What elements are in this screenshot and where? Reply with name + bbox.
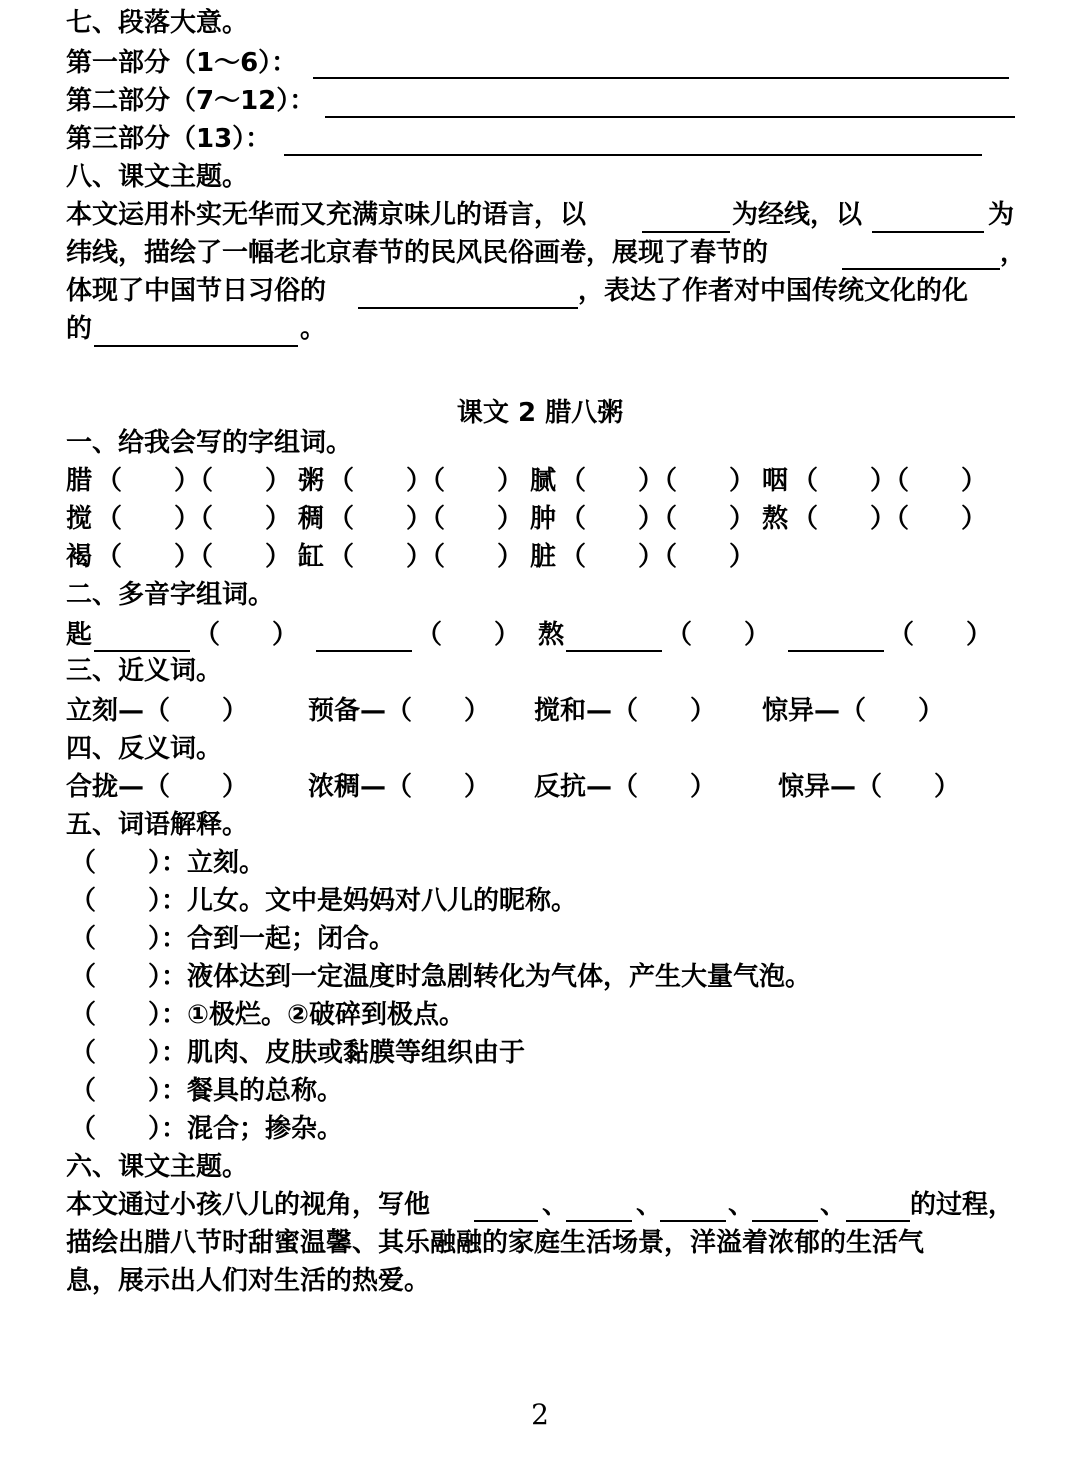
s6-blank-4[interactable] <box>752 1220 818 1222</box>
theme-line1-b: 为经线，以 <box>732 200 863 230</box>
s6-heading: 六、课文主题。 <box>66 1152 249 1182</box>
paren-pair: （ ）（ ） <box>96 466 292 496</box>
part3-label: 第三部分（13）： <box>66 124 272 154</box>
s6-line3: 息，展示出人们对生活的热爱。 <box>66 1266 431 1296</box>
antonym-item: 浓稠—（ ） <box>308 772 491 802</box>
theme-blank-5[interactable] <box>94 345 298 347</box>
polyphone-paren-4: （ ） <box>888 620 993 650</box>
s6-blank-3[interactable] <box>660 1220 726 1222</box>
char-稠: 稠 <box>298 504 325 534</box>
paren-pair: （ ）（ ） <box>328 504 524 534</box>
part1-answer-line[interactable] <box>313 77 1009 79</box>
theme-blank-2[interactable] <box>872 231 984 233</box>
s6-blank-5[interactable] <box>846 1220 910 1222</box>
antonym-item: 惊异—（ ） <box>778 772 961 802</box>
part3-answer-line[interactable] <box>284 154 982 156</box>
polyphone-char-1: 匙 <box>66 620 93 650</box>
paren-pair: （ ）（ ） <box>792 466 988 496</box>
paren-pair: （ ）（ ） <box>328 466 524 496</box>
synonym-item: 立刻—（ ） <box>66 696 249 726</box>
theme-line4-b: 。 <box>300 314 327 344</box>
sec7-heading: 七、段落大意。 <box>66 8 249 38</box>
theme-line2-a: 纬线，描绘了一幅老北京春节的民风民俗画卷，展现了春节的 <box>66 238 769 268</box>
sec8-heading: 八、课文主题。 <box>66 162 249 192</box>
part2-label: 第二部分（7～12）： <box>66 86 316 116</box>
paren-pair: （ ）（ ） <box>560 466 756 496</box>
antonym-item: 合拢—（ ） <box>66 772 249 802</box>
char-褐: 褐 <box>66 542 93 572</box>
synonym-item: 预备—（ ） <box>308 696 491 726</box>
s6-line2: 描绘出腊八节时甜蜜温馨、其乐融融的家庭生活场景，洋溢着浓郁的生活气 <box>66 1228 925 1258</box>
synonym-item: 惊异—（ ） <box>762 696 945 726</box>
theme-blank-4[interactable] <box>358 307 578 309</box>
page-number: 2 <box>531 1398 549 1431</box>
lesson-title: 课文 2 腊八粥 <box>456 398 624 428</box>
definition-item: （ ）：混合；掺杂。 <box>70 1114 344 1144</box>
char-脏: 脏 <box>530 542 557 572</box>
s6-line1-a: 本文通过小孩八儿的视角，写他 <box>66 1190 431 1220</box>
char-咽: 咽 <box>762 466 789 496</box>
s2-heading: 二、多音字组词。 <box>66 580 275 610</box>
s6-line1-b: 的过程， <box>910 1190 1015 1220</box>
paren-pair: （ ）（ ） <box>792 504 988 534</box>
s1-heading: 一、给我会写的字组词。 <box>66 428 353 458</box>
theme-line4-a: 的 <box>66 314 93 344</box>
theme-line1-a: 本文运用朴实无华而又充满京味儿的语言，以 <box>66 200 587 230</box>
s6-blank-1[interactable] <box>474 1220 538 1222</box>
char-腊: 腊 <box>66 466 93 496</box>
polyphone-paren-1: （ ） <box>194 620 299 650</box>
definition-item: （ ）：肌肉、皮肤或黏膜等组织由于 <box>70 1038 526 1068</box>
polyphone-blank-2[interactable] <box>316 650 412 652</box>
definition-item: （ ）：餐具的总称。 <box>70 1076 344 1106</box>
char-粥: 粥 <box>298 466 325 496</box>
s6-sep: 、 <box>636 1190 663 1220</box>
s4-heading: 四、反义词。 <box>66 734 223 764</box>
paren-pair: （ ）（ ） <box>328 542 524 572</box>
part1-label: 第一部分（1～6）： <box>66 48 298 78</box>
paren-pair: （ ）（ ） <box>96 542 292 572</box>
char-熬: 熬 <box>762 504 789 534</box>
definition-item: （ ）：立刻。 <box>70 848 266 878</box>
theme-blank-1[interactable] <box>642 231 730 233</box>
s6-sep: 、 <box>820 1190 847 1220</box>
s3-heading: 三、近义词。 <box>66 656 223 686</box>
polyphone-char-2: 熬 <box>538 620 565 650</box>
char-缸: 缸 <box>298 542 325 572</box>
char-腻: 腻 <box>530 466 557 496</box>
s6-sep: 、 <box>542 1190 569 1220</box>
theme-line3-a: 体现了中国节日习俗的 <box>66 276 327 306</box>
definition-item: （ ）：儿女。文中是妈妈对八儿的昵称。 <box>70 886 578 916</box>
theme-line1-c: 为 <box>988 200 1015 230</box>
synonym-item: 搅和—（ ） <box>534 696 717 726</box>
s5-heading: 五、词语解释。 <box>66 810 249 840</box>
s6-blank-2[interactable] <box>566 1220 632 1222</box>
definition-item: （ ）：合到一起；闭合。 <box>70 924 396 954</box>
theme-line2-b: ， <box>1000 238 1027 268</box>
antonym-item: 反抗—（ ） <box>534 772 717 802</box>
theme-blank-3[interactable] <box>842 268 1000 270</box>
s6-sep: 、 <box>728 1190 755 1220</box>
paren-pair: （ ）（ ） <box>560 542 756 572</box>
paren-pair: （ ）（ ） <box>96 504 292 534</box>
polyphone-blank-1[interactable] <box>94 650 190 652</box>
theme-line3-b: ，表达了作者对中国传统文化的化 <box>578 276 969 306</box>
polyphone-blank-3[interactable] <box>566 650 662 652</box>
char-肿: 肿 <box>530 504 557 534</box>
paren-pair: （ ）（ ） <box>560 504 756 534</box>
char-搅: 搅 <box>66 504 93 534</box>
definition-item: （ ）：①极烂。②破碎到极点。 <box>70 1000 466 1030</box>
polyphone-blank-4[interactable] <box>788 650 884 652</box>
polyphone-paren-3: （ ） <box>666 620 771 650</box>
polyphone-paren-2: （ ） <box>416 620 521 650</box>
part2-answer-line[interactable] <box>325 116 1015 118</box>
definition-item: （ ）：液体达到一定温度时急剧转化为气体，产生大量气泡。 <box>70 962 812 992</box>
